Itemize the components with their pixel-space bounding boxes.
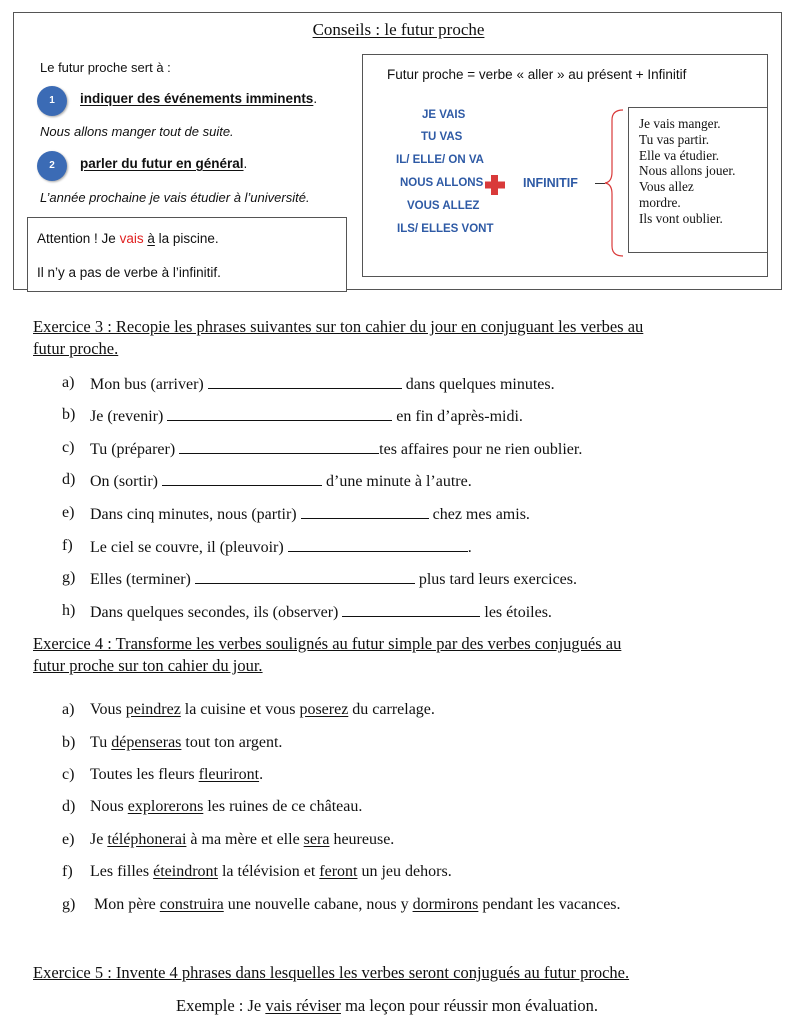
underlined-verb: poserez [299, 701, 349, 718]
conseils-intro: Le futur proche sert à : [40, 60, 171, 75]
examples-list [639, 116, 767, 227]
pronoun-je: JE VAIS [422, 109, 466, 121]
answer-blank[interactable] [195, 569, 415, 584]
bracket-icon [603, 108, 625, 258]
answer-blank[interactable] [342, 602, 480, 617]
infinitif-label: INFINITIF [523, 176, 578, 190]
underlined-verb: fleuriront [198, 766, 260, 783]
example-line: Vous allez [639, 179, 694, 195]
answer-blank[interactable] [167, 406, 392, 421]
use-2-example: L’année prochaine je vais étudier à l’université. [40, 190, 310, 205]
example-verb: vais réviser [265, 996, 341, 1015]
conseils-title: Conseils : le futur proche [312, 20, 485, 39]
underlined-verb: éteindront [153, 863, 218, 880]
attention-note: Il n’y a pas de verbe à l’infinitif. [37, 265, 221, 280]
underlined-verb: explorerons [127, 798, 204, 815]
example-line: Je vais manger. [639, 116, 721, 131]
attention-line: Attention ! Je vais à la piscine. [37, 231, 219, 246]
use-1-example: Nous allons manger tout de suite. [40, 124, 234, 139]
underlined-verb: construira [159, 896, 224, 913]
exercice4-item-e: e) Je téléphonerai à ma mère et elle sera heureuse. [62, 831, 395, 848]
pronoun-vous: VOUS ALLEZ [407, 200, 480, 212]
answer-blank[interactable] [288, 537, 468, 552]
underlined-verb: sera [303, 831, 330, 848]
exercice3-item-d: d) On (sortir) d’une minute à l’autre. [62, 471, 472, 490]
attention-box [27, 217, 347, 292]
example-line: mordre. [639, 194, 681, 210]
answer-blank[interactable] [301, 504, 429, 519]
use-2-label: parler du futur en général. [80, 156, 248, 171]
examples-box [628, 107, 768, 253]
underlined-verb: feront [319, 863, 358, 880]
exercice3-item-f: f) Le ciel se couvre, il (pleuvoir) . [62, 537, 472, 556]
exercice3-item-c: c) Tu (préparer) tes affaires pour ne rien oublier. [62, 439, 583, 458]
exercice4-item-b: b) Tu dépenseras tout ton argent. [62, 734, 283, 751]
exercice4-title: Exercice 4 : Transforme les verbes soulignés au futur simple par des verbes conjugués au futur proche sur ton cahier du jour. [33, 634, 622, 675]
exercice3-item-g: g) Elles (terminer) plus tard leurs exercices. [62, 569, 577, 588]
pronoun-tu: TU VAS [421, 131, 463, 143]
answer-blank[interactable] [179, 439, 379, 454]
pronoun-il: IL/ ELLE/ ON VA [396, 154, 484, 166]
example-line: Ils vont oublier. [639, 210, 723, 226]
exercice5-example: Exemple : Je vais réviser ma leçon pour réussir mon évaluation. [176, 996, 599, 1015]
example-line: Tu vas partir. [639, 131, 710, 147]
pronoun-ils: ILS/ ELLES VONT [397, 223, 494, 235]
exercice3-item-b: b) Je (revenir) en fin d’après-midi. [62, 406, 523, 425]
exercice3-title: Exercice 3 : Recopie les phrases suivantes sur ton cahier du jour en conjuguant les verbes au futur proche. [33, 317, 644, 358]
plus-icon [483, 173, 507, 197]
use-number-badge-2: 2 [37, 151, 67, 181]
exercice4-item-f: f) Les filles éteindront la télévision et feront un jeu dehors. [62, 863, 452, 880]
underlined-verb: peindrez [125, 701, 181, 718]
answer-blank[interactable] [162, 471, 322, 486]
exercice4-item-a: a) Vous peindrez la cuisine et vous poserez du carrelage. [62, 701, 435, 718]
underlined-verb: téléphonerai [107, 831, 187, 848]
exercice3-item-e: e) Dans cinq minutes, nous (partir) chez mes amis. [62, 504, 530, 523]
attention-prep: à [147, 231, 155, 246]
example-line: Elle va étudier. [639, 147, 720, 163]
pronoun-nous: NOUS ALLONS [400, 177, 484, 189]
answer-blank[interactable] [208, 374, 402, 389]
example-line: Nous allons jouer. [639, 163, 736, 179]
exercice5-title: Exercice 5 : Invente 4 phrases dans lesquelles les verbes seront conjugués au futur proche. [33, 963, 630, 982]
underlined-verb: dormirons [412, 896, 479, 913]
attention-verb: vais [119, 231, 144, 246]
exercice4-item-g: g) Mon père construira une nouvelle cabane, nous y dormirons pendant les vacances. [62, 896, 621, 913]
use-number-badge-1: 1 [37, 86, 67, 116]
exercice3-item-a: a) Mon bus (arriver) dans quelques minutes. [62, 374, 555, 393]
exercice4-item-c: c) Toutes les fleurs fleuriront. [62, 766, 264, 783]
formula-text: Futur proche = verbe « aller » au présent + Infinitif [387, 67, 687, 82]
exercice3-item-h: h) Dans quelques secondes, ils (observer) les étoiles. [62, 602, 552, 621]
exercice4-item-d: d) Nous explorerons les ruines de ce château. [62, 798, 363, 815]
underlined-verb: dépenseras [111, 734, 182, 751]
use-1-label: indiquer des événements imminents. [80, 91, 318, 106]
